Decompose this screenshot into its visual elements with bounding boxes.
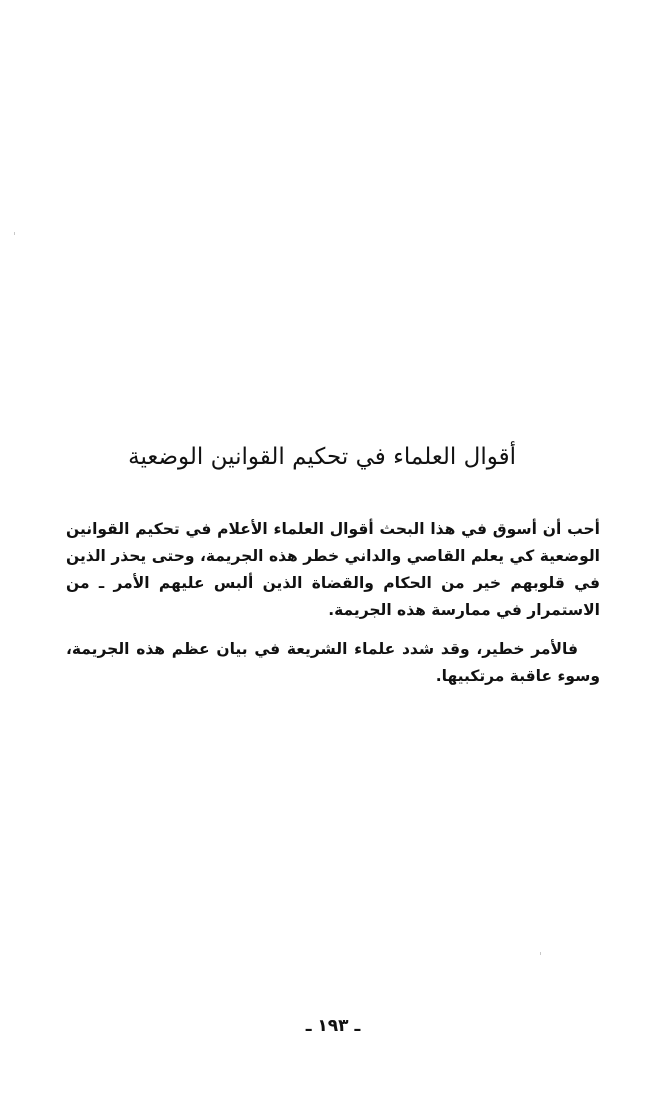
section-title: أقوال العلماء في تحكيم القوانين الوضعية (128, 444, 516, 470)
page-number: ـ ١٩٣ ـ (305, 1016, 361, 1036)
scan-speck (14, 232, 15, 235)
paragraph: فالأمر خطير، وقد شدد علماء الشريعة في بيان عظم هذه الجريمة، وسوء عاقبة مرتكبيها. (66, 640, 600, 685)
paragraph: أحب أن أسوق في هذا البحث أقوال العلماء الأعلام في تحكيم القوانين الوضعية كي يعلم القاصي والداني خطر هذه الجريمة، وحتى يحذر الذين في قلوبهم خير من الحكام والقضاة الذين ألبس عليهم الأمر ـ من الاستمرار في ممارسة هذه الجريمة. (66, 520, 600, 619)
scan-speck (540, 952, 541, 955)
body-text (66, 516, 600, 702)
